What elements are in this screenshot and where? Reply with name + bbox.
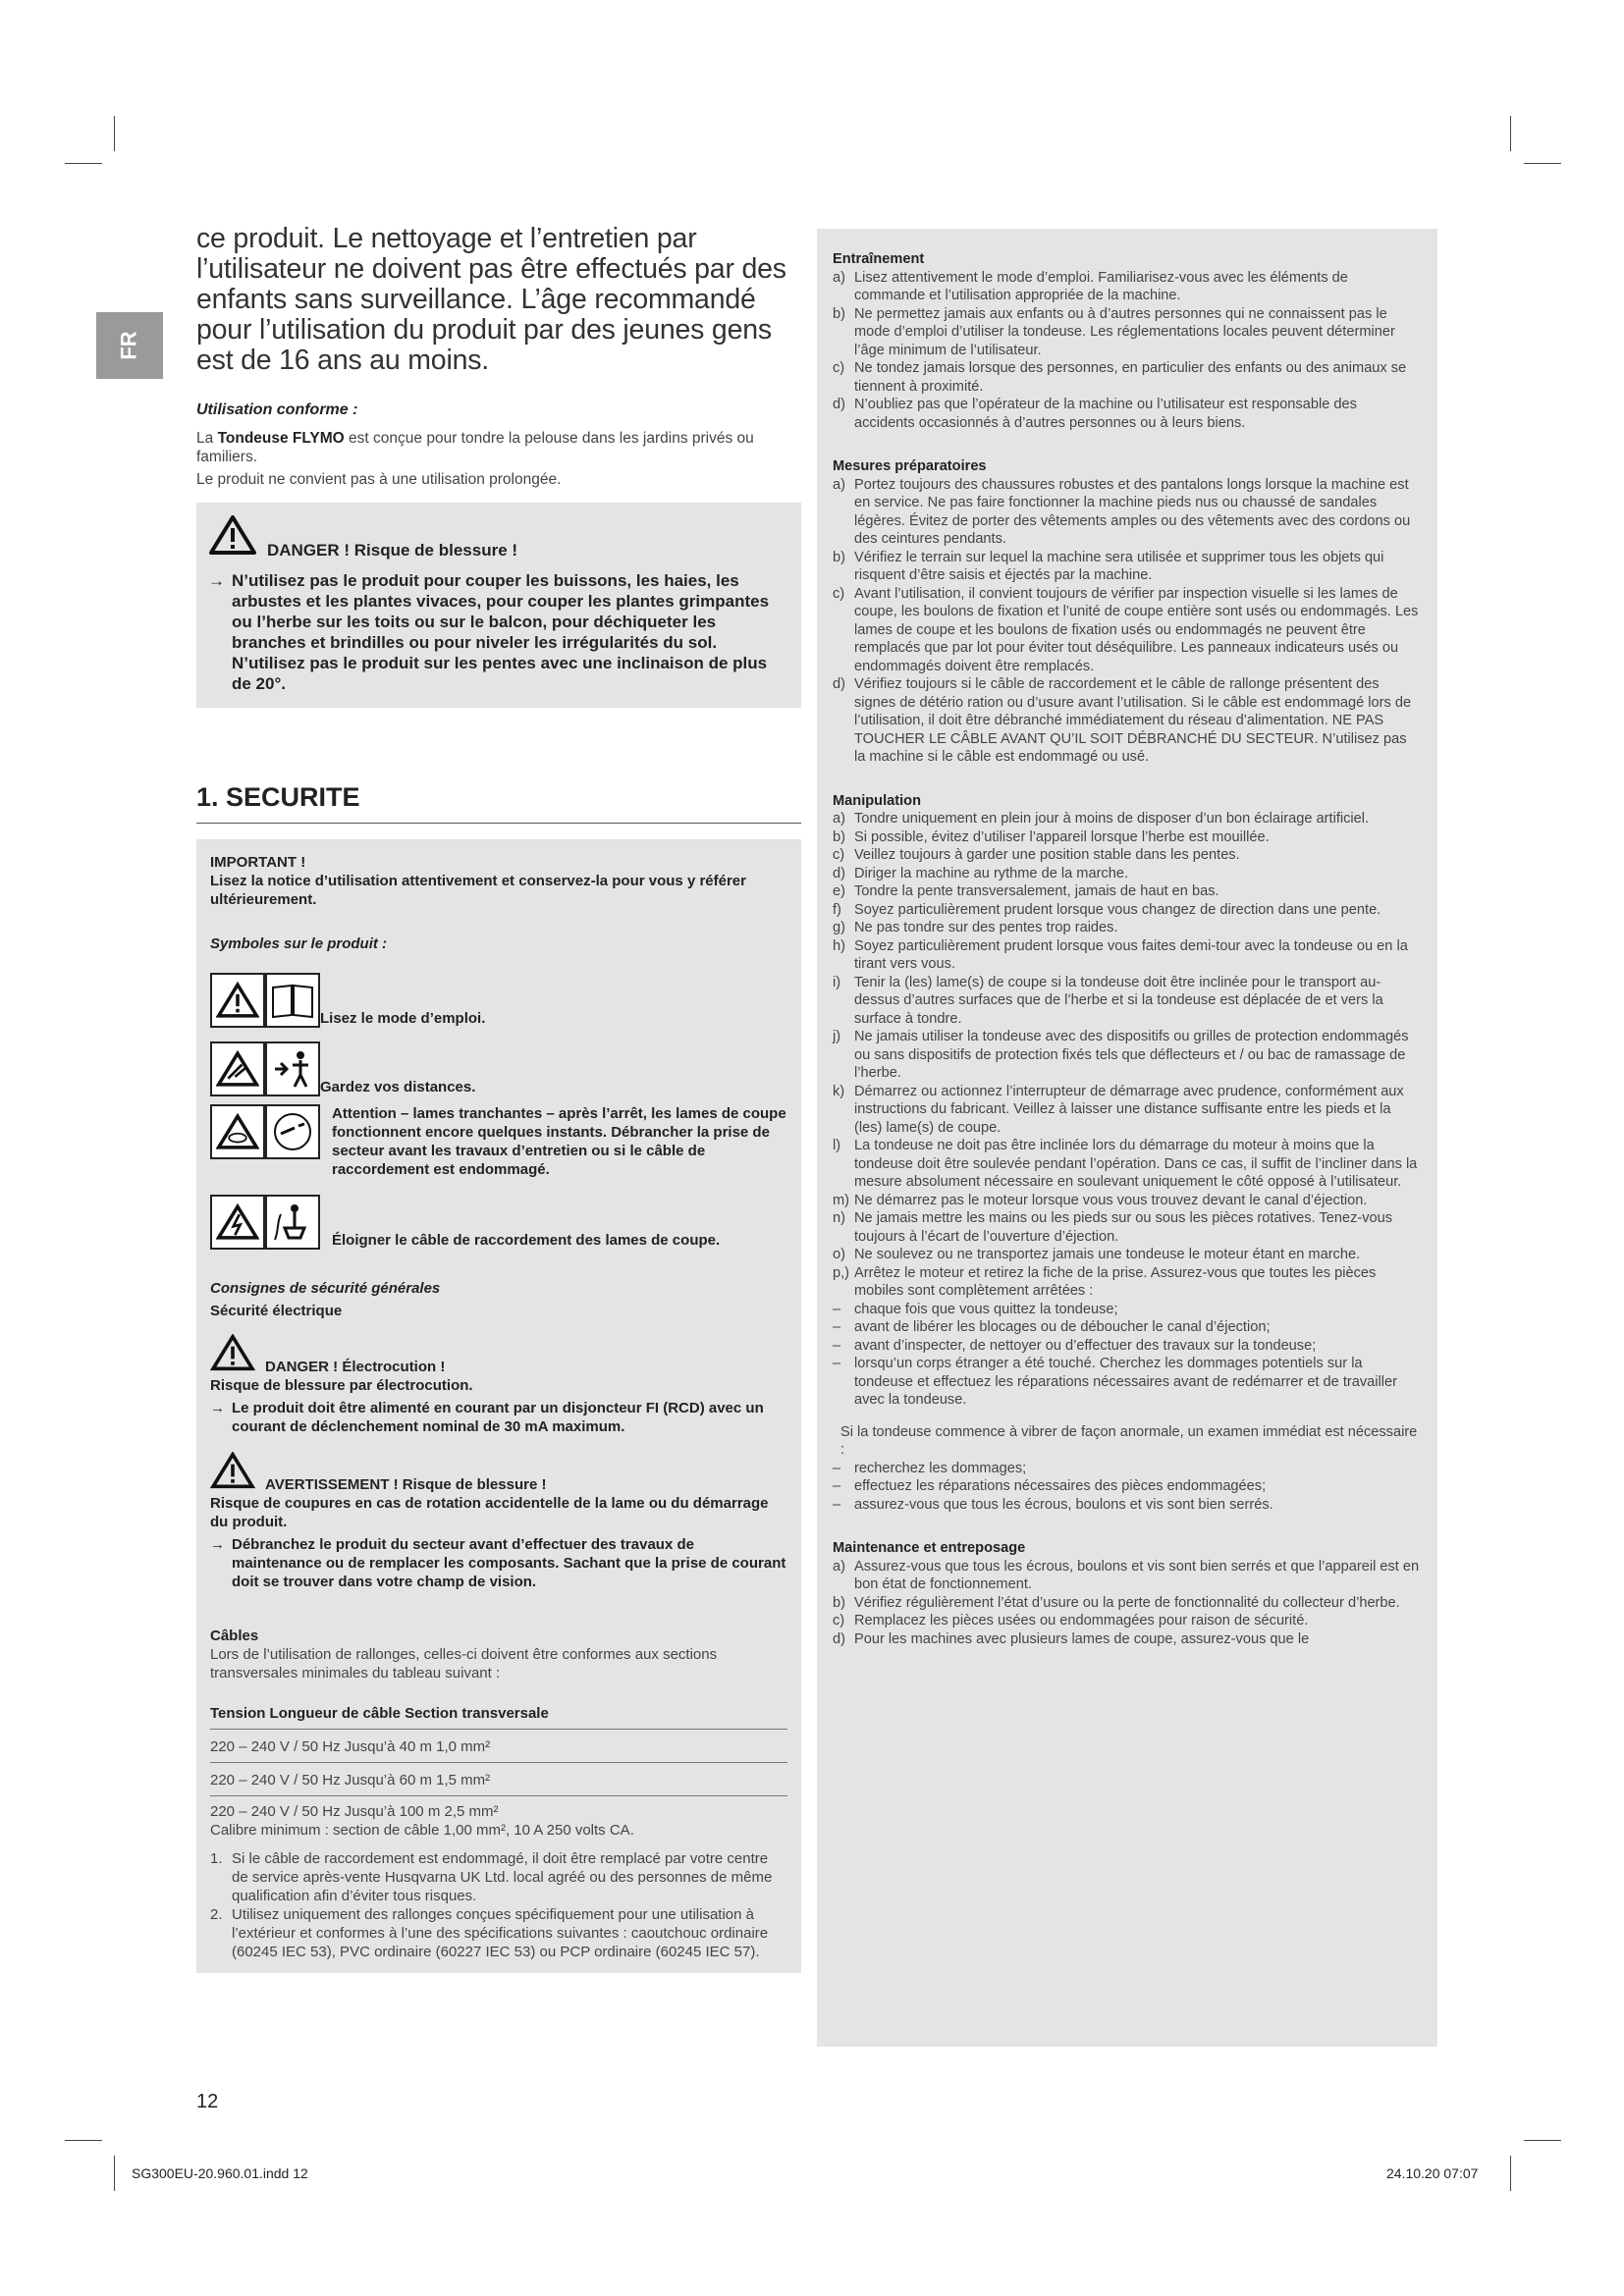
blade-warning-icon (210, 1104, 265, 1159)
list-item: a) Tondre uniquement en plein jour à moins de disposer d’un bon éclairage artificiel. (833, 811, 1370, 827)
list-item: i) Tenir la (les) lame(s) de coupe si la tondeuse doit être inclinée pour le transport au-dessus d’autres surfaces que de l’herbe et si la tondeuse est déplacée de et vers la surface à tondre. (833, 974, 1383, 1027)
danger-text: N’utilisez pas le produit pour couper les buissons, les haies, les arbustes et les plantes vivaces, pour couper les plantes grimpantes ou l’herbe sur les toits ou sur le balcon, pour déchiqueter les branches et brindilles ou pour niveler les irrégularités du sol. N’utilisez pas le produit sur les pentes avec une inclinaison de plus de 20°. (232, 571, 770, 693)
list-item: – chaque fois que vous quittez la tondeuse; (833, 1301, 1118, 1317)
electric-heading: Sécurité électrique (210, 1303, 343, 1319)
arrow-icon: → (208, 571, 225, 590)
warning-triangle-icon (208, 514, 257, 561)
important-title: IMPORTANT ! (210, 854, 306, 871)
list-item: – lorsqu’un corps étranger a été touché. Cherchez les dommages potentiels sur la tondeuse et effectuez les réparations nécessaires avant de redémarrer et de travailler avec la tondeuse. (833, 1356, 1397, 1408)
list-item: 2. Utilisez uniquement des rallonges conçues spécifiquement pour une utilisation à l’extérieur et conformes à l’une des spécifications suivantes : caoutchouc ordinaire (60245 IEC 53), PVC ordinaire (60227 IEC 53) ou PCP ordinaire (60245 IEC 57). (210, 1906, 769, 1960)
warning-title: AVERTISSEMENT ! Risque de blessure ! (265, 1476, 547, 1493)
crop-mark (1510, 116, 1511, 151)
usage-paragraph: La Tondeuse FLYMO est conçue pour tondre la pelouse dans les jardins privés ou familiers. (196, 430, 754, 465)
symbol-row (210, 1104, 787, 1179)
table-row: 220 – 240 V / 50 Hz Jusqu’à 40 m 1,0 mm² (210, 1730, 787, 1763)
crop-mark (114, 116, 115, 151)
usage-paragraph-2: Le produit ne convient pas à une utilisation prolongée. (196, 471, 562, 488)
list-item: a) Assurez-vous que tous les écrous, boulons et vis sont bien serrés et que l’appareil est en bon état de fonctionnement. (833, 1558, 1420, 1592)
electric-warning-icon (210, 1195, 265, 1250)
page-number: 12 (196, 2091, 219, 2112)
training-heading: Entraînement (833, 251, 925, 267)
list-item: o) Ne soulevez ou ne transportez jamais une tondeuse le moteur étant en marche. (833, 1247, 1361, 1262)
warning-line: Risque de coupures en cas de rotation accidentelle de la lame ou du démarrage du produit. (210, 1495, 769, 1530)
important-text: Lisez la notice d’utilisation attentivement et conservez-la pour vous y référer ultérieurement. (210, 873, 746, 908)
list-item: m) Ne démarrez pas le moteur lorsque vous vous trouvez devant le canal d’éjection. (833, 1192, 1368, 1208)
danger-box (196, 503, 801, 708)
crop-mark (65, 2140, 102, 2141)
table-row: 220 – 240 V / 50 Hz Jusqu’à 60 m 1,5 mm² (210, 1763, 787, 1796)
list-item: l) La tondeuse ne doit pas être inclinée lors du démarrage du moteur à moins que la tondeuse doit être soulevée pendant l’opération. Dans ce cas, il suffit de l’incliner dans la mesure absolument nécessaire en soulevant uniquement le côté opposé à l’utilisateur. (833, 1138, 1418, 1190)
list-item: c) Veillez toujours à garder une position stable dans les pentes. (833, 847, 1240, 863)
symbol-row (210, 967, 787, 1028)
footer-date: 24.10.20 07:07 (1386, 2165, 1479, 2181)
intro-paragraph: ce produit. Le nettoyage et l’entretien par l’utilisateur ne doivent pas être effectués par des enfants sans surveillance. L’âge recommandé pour l’utilisation du produit par des jeunes gens est de 16 ans au moins. (196, 223, 786, 376)
maintenance-heading: Maintenance et entreposage (833, 1540, 1026, 1556)
list-item: k) Démarrez ou actionnez l’interrupteur de démarrage avec prudence, conformément aux instructions du fabricant. Veillez à laisser une distance suffisante entre les pieds et la (les) lame(s) de coupe. (833, 1083, 1404, 1136)
list-item: – assurez-vous que tous les écrous, boulons et vis sont bien serrés. (833, 1496, 1273, 1513)
list-item: b) Vérifiez régulièrement l’état d’usure ou la perte de fonctionnalité du collecteur d’herbe. (833, 1594, 1400, 1611)
warning-triangle-icon (210, 1334, 255, 1376)
list-item: d) Vérifiez toujours si le câble de raccordement et le câble de rallonge présentent des signes de détério ration ou d’usure avant l’utilisation. Si le câble est endommagé lors de l’utilisation, il doit être débranché immédiatement du réseau d’alimentation. NE PAS TOUCHER LE CÂBLE AVANT QU’IL SOIT DÉBRANCHÉ DU SECTEUR. N’utilisez pas la machine si le câble est endommagé ou usé. (833, 676, 1412, 765)
list-item: d) Pour les machines avec plusieurs lames de coupe, assurez-vous que le (833, 1630, 1310, 1647)
list-item: n) Ne jamais mettre les mains ou les pieds sur ou sous les pièces rotatives. Tenez-vous toujours à l’écart de l’ouverture d’éjection. (833, 1210, 1393, 1245)
list-item: e) Tondre la pente transversalement, jamais de haut en bas. (833, 883, 1219, 899)
section-title: 1. SECURITE (196, 782, 801, 824)
list-item: – avant d’inspecter, de nettoyer ou d’effectuer des travaux sur la tondeuse; (833, 1337, 1317, 1354)
crop-mark (1524, 2140, 1561, 2141)
table-header: Tension Longueur de câble Section transversale (210, 1696, 787, 1730)
symbol-row (210, 1189, 787, 1250)
crop-mark (1510, 2156, 1511, 2191)
table-row: 220 – 240 V / 50 Hz Jusqu’à 100 m 2,5 mm² (210, 1803, 499, 1820)
danger-title: DANGER ! Risque de blessure ! (267, 541, 518, 560)
warning-triangle-icon (210, 1452, 255, 1494)
prep-heading: Mesures préparatoires (833, 458, 987, 474)
list-item: p,) Arrêtez le moteur et retirez la fiche de la prise. Assurez-vous que toutes les pièces mobiles sont complètement arrêtées : (833, 1264, 1377, 1299)
vibration-text: Si la tondeuse commence à vibrer de façon anormale, un examen immédiat est nécessaire : (840, 1423, 1418, 1458)
safety-box (196, 839, 801, 1973)
list-item: h) Soyez particulièrement prudent lorsque vous faites demi-tour avec la tondeuse ou en la tirant vers vous. (833, 937, 1408, 972)
danger2-item: Le produit doit être alimenté en courant par un disjoncteur FI (RCD) avec un courant de déclenchement nominal de 30 mA maximum. (232, 1400, 764, 1435)
arrow-icon: → (210, 1400, 225, 1416)
list-item: d) Diriger la machine au rythme de la marche. (833, 865, 1129, 881)
list-item: b) Vérifiez le terrain sur lequel la machine sera utilisée et supprimer tous les objets qui risquent d’être saisis et éjectés par la machine. (833, 549, 1384, 583)
list-item: j) Ne jamais utiliser la tondeuse avec des dispositifs ou grilles de protection endommagés ou sans dispositifs de protection fixés tels que déflecteurs et / ou bac de ramassage de l’herbe. (833, 1029, 1409, 1081)
warning-triangle-icon (210, 973, 265, 1028)
warning-item: Débranchez le produit du secteur avant d’effectuer des travaux de maintenance ou de remplacer les composants. Sachant que la prise de courant doit se trouver dans votre champ de vision. (232, 1536, 786, 1590)
symbol-row (210, 1036, 787, 1096)
symbol-text: Attention – lames tranchantes – après l’arrêt, les lames de coupe fonctionnent encore quelques instants. Débrancher la prise de secteur avant les travaux d’entretien ou si le câble de raccordement est endommagé. (332, 1105, 786, 1178)
keep-distance-icon (265, 1041, 320, 1096)
list-item: 1. Si le câble de raccordement est endommagé, il doit être remplacé par votre centre de service après-vente Husqvarna UK Ltd. local agréé ou des personnes de même qualification afin d’éviter tous risques. (210, 1850, 773, 1904)
arrow-icon: → (210, 1536, 225, 1553)
list-item: c) Remplacez les pièces usées ou endommagées pour raison de sécurité. (833, 1613, 1309, 1629)
cable-away-icon (265, 1195, 320, 1250)
symbol-text: Éloigner le câble de raccordement des lames de coupe. (332, 1232, 721, 1249)
left-column (196, 224, 801, 1973)
list-item: – effectuez les réparations nécessaires des pièces endommagées; (833, 1478, 1267, 1494)
list-item: b) Si possible, évitez d’utiliser l’appareil lorsque l’herbe est mouillée. (833, 828, 1270, 845)
list-item: a) Lisez attentivement le mode d’emploi. Familiarisez-vous avec les éléments de commande et l’utilisation appropriée de la machine. (833, 269, 1348, 303)
unplug-icon (265, 1104, 320, 1159)
list-item: f) Soyez particulièrement prudent lorsque vous changez de direction dans une pente. (833, 901, 1381, 918)
symbols-heading: Symboles sur le produit : (210, 935, 388, 952)
general-heading: Consignes de sécurité générales (210, 1280, 441, 1297)
list-item: g) Ne pas tondre sur des pentes trop raides. (833, 920, 1118, 935)
manual-book-icon (265, 973, 320, 1028)
footer-file: SG300EU-20.960.01.indd 12 (132, 2165, 308, 2181)
crop-mark (1524, 163, 1561, 164)
crop-mark (114, 2156, 115, 2191)
list-item: c) Avant l’utilisation, il convient toujours de vérifier par inspection visuelle si les lames de coupe, les boulons de fixation et l’unité de coupe entière sont usés ou endommagés. Les lames de coupe et les boulons de fixation usés ou endommagés ne peuvent être remplacés que par lot pour éviter tout déséquilibre. Les panneaux indicateurs usés ou endommagés doivent être remplacés. (833, 585, 1419, 674)
crop-mark (65, 163, 102, 164)
projectile-warning-icon (210, 1041, 265, 1096)
list-item: c) Ne tondez jamais lorsque des personnes, en particulier des enfants ou des animaux se tiennent à proximité. (833, 360, 1407, 395)
symbol-text: Gardez vos distances. (320, 1079, 476, 1095)
handling-heading: Manipulation (833, 792, 921, 809)
danger2-line: Risque de blessure par électrocution. (210, 1377, 473, 1394)
list-item: d) N’oubliez pas que l’opérateur de la machine ou l’utilisateur est responsable des accidents occasionnés à d’autres personnes ou à leurs biens. (833, 397, 1357, 431)
list-item: – avant de libérer les blocages ou de déboucher le canal d’éjection; (833, 1319, 1271, 1335)
language-tab: FR (96, 312, 163, 379)
list-item: a) Portez toujours des chaussures robustes et des pantalons longs lorsque la machine est en service. Ne pas faire fonctionner la machine pieds nus ou chaussé de sandales légères. Évitez de porter des vêtements amples ou des vêtements avec des cordons ou des ceintures pendants. (833, 476, 1411, 547)
cables-heading: Câbles (210, 1628, 259, 1644)
symbol-text: Lisez le mode d’emploi. (320, 1010, 486, 1027)
calibre-text: Calibre minimum : section de câble 1,00 mm², 10 A 250 volts CA. (210, 1822, 634, 1839)
list-item: – recherchez les dommages; (833, 1460, 1027, 1476)
danger2-title: DANGER ! Électrocution ! (265, 1359, 446, 1375)
cables-intro: Lors de l’utilisation de rallonges, celles-ci doivent être conformes aux sections transversales minimales du tableau suivant : (210, 1646, 718, 1682)
usage-heading: Utilisation conforme : (196, 401, 358, 418)
right-column (817, 229, 1437, 2047)
list-item: b) Ne permettez jamais aux enfants ou à d’autres personnes qui ne connaissent pas le mode d’emploi d’utiliser la tondeuse. Les réglementations locales peuvent déterminer l’âge minimum de l’utilisateur. (833, 305, 1395, 358)
